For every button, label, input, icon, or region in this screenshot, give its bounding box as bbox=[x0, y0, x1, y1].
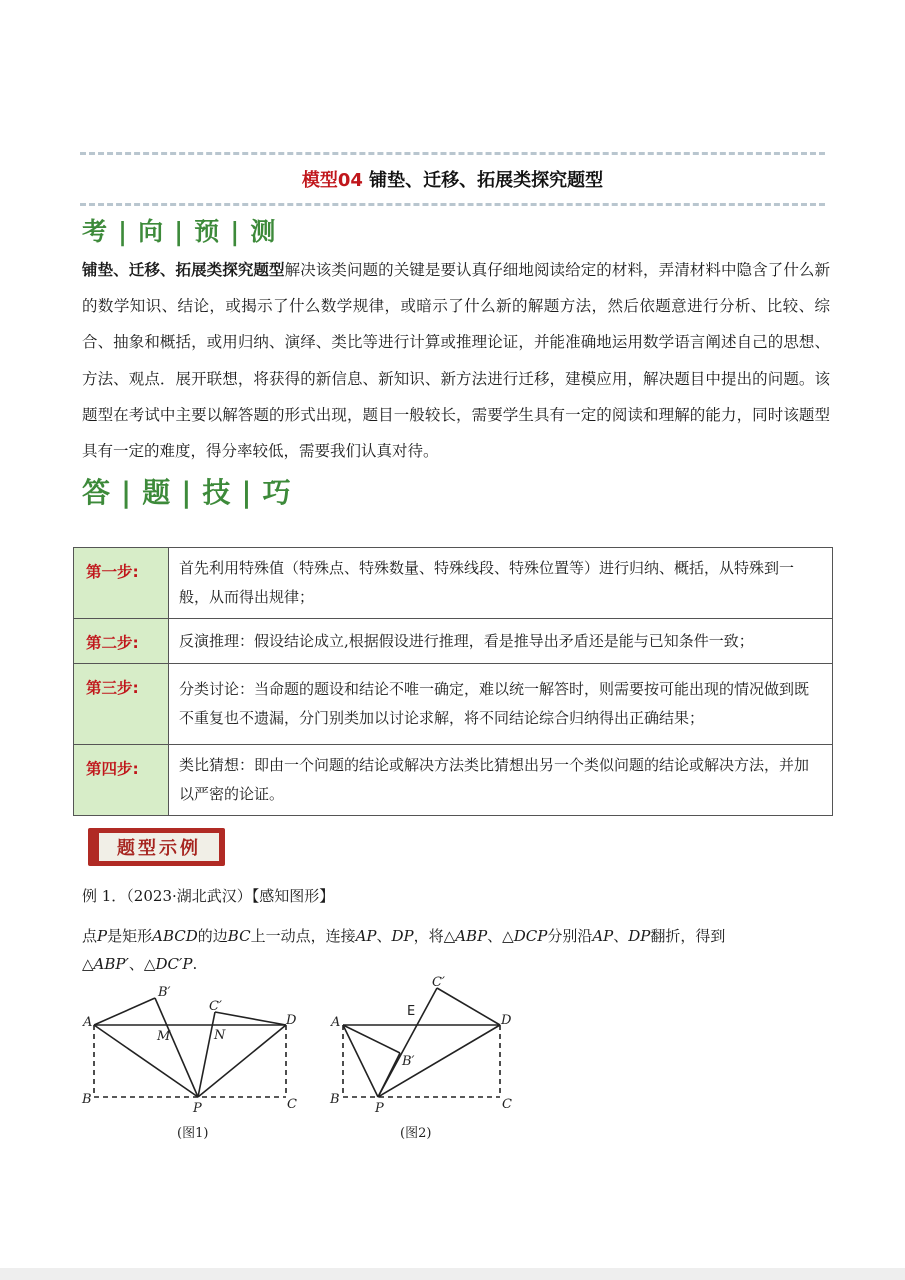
model-name: 铺垫、迁移、拓展类探究题型 bbox=[369, 170, 604, 191]
math-var: △ABP′ bbox=[82, 955, 129, 973]
math-var: △DC′P bbox=[143, 955, 193, 973]
fig2-label-p: P bbox=[375, 1101, 384, 1116]
step-text: 首先利用特殊值（特殊点、特殊数量、特殊线段、特殊位置等）进行归纳、概括，从特殊到一般，从而得出规律； bbox=[169, 548, 833, 619]
heading-char: 预 bbox=[194, 217, 221, 246]
section-heading-tips bbox=[82, 471, 292, 511]
figure-2 bbox=[343, 988, 500, 1097]
top-dashed-rule bbox=[80, 152, 825, 155]
heading-separator: | bbox=[121, 476, 133, 509]
fig1-label-d: D bbox=[286, 1013, 297, 1028]
statement-text: 翻折，得到 bbox=[650, 927, 726, 945]
heading-separator: | bbox=[241, 476, 253, 509]
fig1-caption: (图1) bbox=[177, 1126, 209, 1141]
statement-text: 、 bbox=[487, 927, 503, 945]
fig2-label-b: B bbox=[330, 1092, 340, 1107]
fig1-label-b: B bbox=[82, 1092, 92, 1107]
math-var: △ABP bbox=[443, 927, 488, 945]
intro-bold-lead: 铺垫、迁移、拓展类探究题型 bbox=[82, 261, 285, 279]
math-var: AP bbox=[592, 927, 614, 945]
heading-separator: | bbox=[174, 217, 185, 246]
table-row bbox=[74, 745, 833, 816]
fig2-seg-ap bbox=[343, 1025, 378, 1097]
fig2-seg-ab1 bbox=[343, 1025, 400, 1053]
fig2-label-c-prime: C′ bbox=[432, 975, 445, 990]
math-var: P bbox=[97, 927, 108, 945]
heading-separator: | bbox=[230, 217, 241, 246]
statement-text: 上一动点，连接 bbox=[250, 927, 356, 945]
figure-1-labels bbox=[81, 985, 297, 1141]
fig2-label-d: D bbox=[501, 1013, 512, 1028]
heading-char: 考 bbox=[82, 217, 109, 246]
statement-text: 的边 bbox=[197, 927, 228, 945]
fig2-label-c: C bbox=[502, 1097, 512, 1112]
geometry-figures bbox=[0, 970, 905, 1160]
step-label: 第四步: bbox=[74, 745, 169, 816]
heading-separator: | bbox=[118, 217, 129, 246]
intro-paragraph bbox=[82, 252, 830, 469]
fig1-seg-dc1 bbox=[215, 1012, 286, 1025]
title-dashed-rule bbox=[80, 203, 825, 206]
statement-text: ，将 bbox=[413, 927, 444, 945]
step-text: 分类讨论：当命题的题设和结论不唯一确定，难以统一解答时，则需要按可能出现的情况做到既不重复也不遗漏，分门别类加以讨论求解，将不同结论综合归纳得出正确结果； bbox=[169, 664, 833, 745]
table-row bbox=[74, 664, 833, 745]
model-number: 模型04 bbox=[301, 170, 363, 191]
fig1-label-m: M bbox=[157, 1029, 171, 1044]
statement-text: 、 bbox=[128, 955, 144, 973]
step-text: 类比猜想：即由一个问题的结论或解决方法类比猜想出另一个类似问题的结论或解决方法，并加以严密的论证。 bbox=[169, 745, 833, 816]
fig1-label-c-prime: C′ bbox=[209, 999, 222, 1014]
heading-char: 向 bbox=[138, 217, 165, 246]
fig2-label-a: A bbox=[331, 1015, 341, 1030]
step-label: 第三步: bbox=[74, 664, 169, 745]
example-header: 例 1．（2023·湖北武汉）【感知图形】 bbox=[82, 887, 335, 905]
statement-text: 是矩形 bbox=[107, 927, 153, 945]
page-title bbox=[0, 166, 905, 192]
statement-text: 、 bbox=[376, 927, 392, 945]
fig2-seg-dc1 bbox=[437, 988, 500, 1025]
fig1-seg-ab1 bbox=[94, 998, 155, 1025]
fig1-label-a: A bbox=[83, 1015, 93, 1030]
math-var: BC bbox=[227, 927, 251, 945]
fig1-label-p: P bbox=[193, 1101, 202, 1116]
step-label: 第一步: bbox=[74, 548, 169, 619]
heading-char: 巧 bbox=[262, 476, 292, 509]
intro-text: 解决该类问题的关键是要认真仔细地阅读给定的材料，弄清材料中隐含了什么新的数学知识、结论，或揭示了什么数学规律，或暗示了什么新的解题方法，然后依题意进行分析、比较、综合、抽象和概括，或用归纳、演绎、类比等进行计算或推理论证，并能准确地运用数学语言阐述自己的思想、方法、观点．展开联想，将获得的新信息、新知识、新方法进行迁移，建模应用，解决题目中提出的问题。该题型在考试中主要以解答题的形式出现，题目一般较长，需要学生具有一定的阅读和理解的能力，同时该题型具有一定的难度，得分率较低，需要我们认真对待。 bbox=[82, 261, 830, 461]
fig2-label-e: E bbox=[407, 1004, 416, 1019]
example-badge-label: 题型示例 bbox=[94, 833, 219, 861]
math-var: AP bbox=[355, 927, 377, 945]
heading-char: 答 bbox=[82, 476, 112, 509]
table-row bbox=[74, 619, 833, 664]
statement-text: 、 bbox=[613, 927, 629, 945]
bottom-bar bbox=[0, 1268, 905, 1280]
fig1-label-n: N bbox=[214, 1028, 226, 1043]
table-row bbox=[74, 548, 833, 619]
math-var: DP bbox=[628, 927, 651, 945]
step-label: 第二步: bbox=[74, 619, 169, 664]
steps-table bbox=[73, 547, 833, 816]
fig1-label-c: C bbox=[287, 1097, 297, 1112]
fig1-label-b-prime: B′ bbox=[158, 985, 171, 1000]
fig2-label-b-prime: B′ bbox=[402, 1054, 415, 1069]
figure-2-labels bbox=[329, 975, 512, 1141]
example-statement bbox=[82, 919, 842, 953]
heading-char: 测 bbox=[250, 217, 277, 246]
statement-text: . bbox=[192, 955, 198, 973]
step-text: 反演推理：假设结论成立,根据假设进行推理，看是推导出矛盾还是能与已知条件一致； bbox=[169, 619, 833, 664]
statement-text: 点 bbox=[82, 927, 98, 945]
heading-char: 题 bbox=[142, 476, 172, 509]
statement-text: 分别沿 bbox=[547, 927, 593, 945]
fig1-seg-dp bbox=[198, 1025, 286, 1097]
section-heading-forecast bbox=[82, 212, 276, 248]
math-var: DP bbox=[391, 927, 414, 945]
example-badge bbox=[88, 828, 225, 866]
heading-char: 技 bbox=[202, 476, 232, 509]
math-var: △DCP bbox=[502, 927, 548, 945]
math-var: ABCD bbox=[152, 927, 198, 945]
fig2-caption: (图2) bbox=[400, 1126, 432, 1141]
heading-separator: | bbox=[181, 476, 193, 509]
figure-1 bbox=[94, 998, 286, 1097]
